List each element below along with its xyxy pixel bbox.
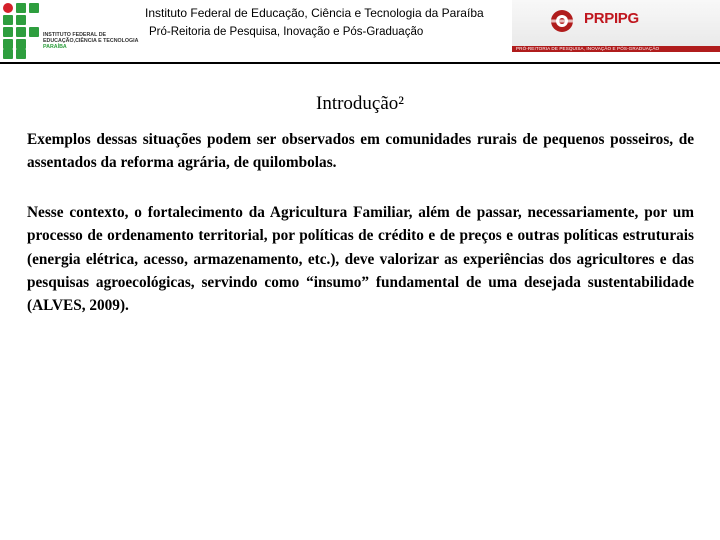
if-logo-text <box>43 32 143 50</box>
if-logo-icon <box>2 2 42 60</box>
logo-line-3: PARAÍBA <box>43 44 67 50</box>
prpipg-strip <box>512 46 720 52</box>
institution-name: Instituto Federal de Educação, Ciência e Tecnologia da Paraíba <box>145 6 484 20</box>
slide-header <box>0 0 720 64</box>
logo-line-2: EDUCAÇÃO,CIÊNCIA E TECNOLOGIA <box>43 38 139 44</box>
paragraph-1: Exemplos dessas situações podem ser observados em comunidades rurais de pequenos posseiros, de assentados da reforma agrária, de quilombolas. <box>27 131 694 172</box>
paragraph-2: Nesse contexto, o fortalecimento da Agricultura Familiar, além de passar, necessariamente, por um processo de ordenamento territorial, por políticas de crédito e de preços e outras políticas estruturais (energia elétrica, acesso, armazenamento, etc.), deve valorizar as experiências dos agricultores e das pesquisas agroecológicas, servindo como “insumo” fundamental de uma desejada sustentabilidade (ALVES, 2009). <box>27 204 694 315</box>
prpipg-strip-text: PRÓ-REITORIA DE PESQUISA, INOVAÇÃO E PÓS-GRADUAÇÃO <box>516 46 660 51</box>
logo-line-1: INSTITUTO FEDERAL DE <box>43 32 107 38</box>
header-divider <box>0 62 720 64</box>
prpipg-emblem-icon <box>548 8 576 34</box>
if-logo <box>2 2 142 60</box>
prorectorate-name: Pró-Reitoria de Pesquisa, Inovação e Pós-Graduação <box>149 26 424 38</box>
prpipg-title: PRPIPG <box>584 10 639 27</box>
slide-title: Introdução² <box>316 93 404 114</box>
